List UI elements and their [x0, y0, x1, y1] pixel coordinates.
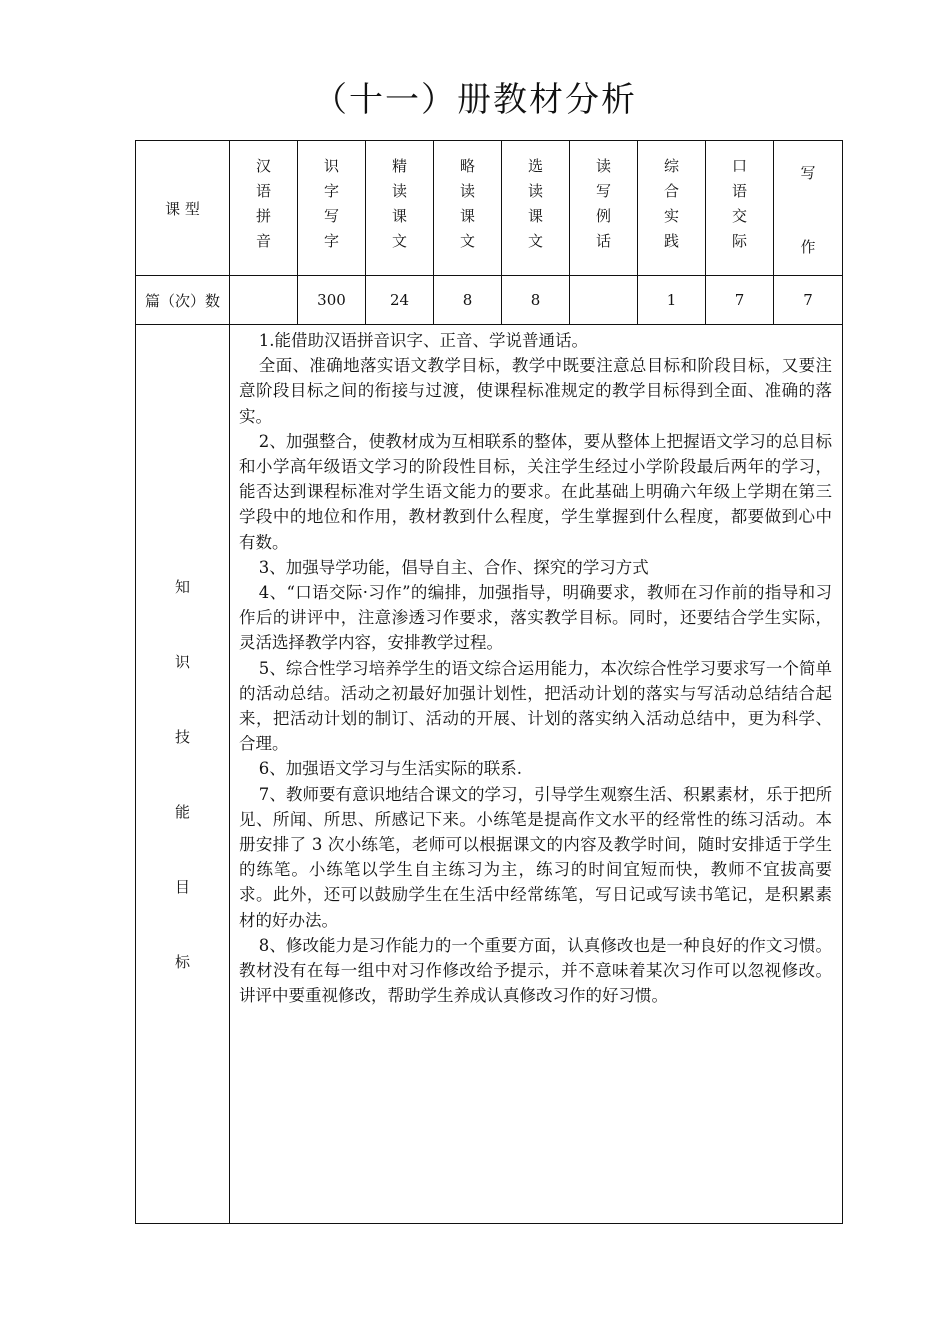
count-cell: 8 [434, 276, 502, 325]
count-cell: 24 [366, 276, 434, 325]
goals-label-char: 技 [174, 728, 190, 746]
goal-paragraph: 5、综合性学习培养学生的语文综合运用能力，本次综合性学习要求写一个简单的活动总结。活动之初最好加强计划性，把活动计划的落实与写活动总结结合起来，把活动计划的制订、活动的开展、计划的落实纳入活动总结中，更为科学、合理。 [239, 658, 832, 754]
goal-paragraph: 6、加强语文学习与生活实际的联系. [258, 759, 523, 779]
count-cell: 7 [774, 276, 843, 325]
goals-text [230, 325, 842, 1008]
goal-paragraph: 1.能借助汉语拼音识字、正音、学说普通话。 [258, 331, 589, 350]
count-cell: 300 [298, 276, 366, 325]
column-label: 汉语拼音 [256, 157, 272, 250]
goals-text-cell [230, 325, 843, 1224]
goal-paragraph: 7、教师要有意识地结合课文的学习，引导学生观察生活、积累素材，乐于把所见、所闻、所思、所感记下来。小练笔是提高作文水平的经常性的练习活动。本册安排了 3 次小练笔，老师可以根据课文的内容及教学时间，随时安排适于学生的练笔。小练笔以学生自主练习为主，练习的时间宜短而快，教师不宜拔高要求。此外，还可以鼓励学生在生活中经常练笔，写日记或写读书笔记，是积累素材的好办法。 [239, 784, 832, 930]
column-label: 略读课文 [460, 157, 476, 250]
column-label-top: 写 [800, 164, 816, 182]
column-label: 口语交际 [732, 157, 748, 250]
count-label-cell [136, 276, 230, 325]
column-label-bottom: 作 [800, 238, 816, 256]
textbook-analysis-table [135, 140, 843, 1224]
goals-label-cell [136, 325, 230, 1224]
column-label: 选读课文 [528, 157, 544, 250]
count-cell: 7 [706, 276, 774, 325]
goal-paragraph: 3、加强导学功能，倡导自主、合作、探究的学习方式 [258, 557, 649, 577]
goals-label [136, 575, 229, 1025]
lesson-type-label: 课 型 [165, 199, 200, 218]
column-header-optional-reading [502, 141, 570, 276]
count-cell: 8 [502, 276, 570, 325]
lesson-type-row [136, 141, 843, 276]
column-header-comprehensive-practice [638, 141, 706, 276]
goals-label-char: 识 [174, 653, 190, 671]
goals-label-char: 能 [174, 803, 190, 821]
goals-label-char: 知 [174, 578, 190, 596]
column-label: 读写例话 [596, 157, 612, 250]
column-header-pinyin [230, 141, 298, 276]
count-cell: 1 [638, 276, 706, 325]
column-header-writing [774, 141, 843, 276]
page-title: （十一）册教材分析 [313, 80, 637, 120]
count-cell [230, 276, 298, 325]
column-header-intensive-reading [366, 141, 434, 276]
goals-label-char: 标 [174, 953, 190, 971]
goal-paragraph: 8、修改能力是习作能力的一个重要方面，认真修改也是一种良好的作文习惯。教材没有在每一组中对习作修改给予提示，并不意味着某次习作可以忽视修改。讲评中要重视修改，帮助学生养成认真修改习作的好习惯。 [239, 935, 832, 1006]
column-header-literacy [298, 141, 366, 276]
goal-paragraph: 2、加强整合，使教材成为互相联系的整体，要从整体上把握语文学习的总目标和小学高年级语文学习的阶段性目标，关注学生经过小学阶段最后两年的学习，能否达到课程标准对学生语文能力的要求。在此基础上明确六年级上学期在第三学段中的地位和作用，教材教到什么程度，学生掌握到什么程度，都要做到心中有数。 [239, 431, 832, 552]
column-header-oral-communication [706, 141, 774, 276]
goal-paragraph: 全面、准确地落实语文教学目标，教学中既要注意总目标和阶段目标，又要注意阶段目标之间的衔接与过渡，使课程标准规定的教学目标得到全面、准确的落实。 [239, 356, 832, 426]
column-header-reading-writing-examples [570, 141, 638, 276]
column-label: 识字写字 [324, 157, 340, 250]
column-header-skim-reading [434, 141, 502, 276]
count-cell [570, 276, 638, 325]
count-label: 篇（次）数 [144, 291, 220, 310]
goal-paragraph: 4、“口语交际·习作”的编排，加强指导，明确要求，教师在习作前的指导和习作后的讲评中，注意渗透习作要求，落实教学目标。同时，还要结合学生实际，灵活选择教学内容，安排教学过程。 [239, 583, 832, 653]
goals-label-char: 目 [174, 878, 190, 896]
column-label: 综合实践 [664, 157, 680, 250]
column-label: 精读课文 [392, 157, 408, 250]
count-row [136, 276, 843, 325]
lesson-type-label-cell [136, 141, 230, 276]
knowledge-skill-goals-row [136, 325, 843, 1224]
